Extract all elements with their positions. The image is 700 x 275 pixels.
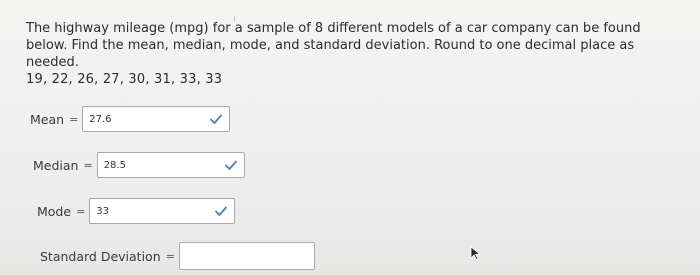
- mode-row: [37, 198, 235, 224]
- std-dev-equals: =: [165, 249, 175, 263]
- mean-input[interactable]: [82, 106, 230, 132]
- mode-input[interactable]: [89, 198, 235, 224]
- std-dev-label: Standard Deviation: [40, 248, 161, 264]
- mode-value: 33: [96, 205, 110, 217]
- median-label: Median: [33, 157, 79, 173]
- mean-row: [30, 106, 230, 132]
- checkmark-icon: [224, 158, 238, 172]
- mean-value: 27.6: [89, 113, 112, 125]
- std-dev-input[interactable]: [179, 242, 315, 270]
- mean-equals: =: [69, 112, 79, 126]
- question-text: The highway mileage (mpg) for a sample of 8 different models of a car company can be found below. Find the mean, median, mode, and standard deviation. Round to one decimal place as needed.: [26, 21, 641, 70]
- median-input[interactable]: [97, 152, 245, 178]
- dataset-values: 19, 22, 26, 27, 30, 31, 33, 33: [26, 72, 223, 87]
- checkmark-icon: [214, 204, 228, 218]
- mode-equals: =: [76, 204, 86, 218]
- median-value: 28.5: [103, 159, 126, 171]
- mouse-pointer-icon: [470, 246, 482, 260]
- median-row: [33, 152, 245, 178]
- std-dev-row: [40, 242, 315, 270]
- mean-label: Mean: [30, 111, 65, 127]
- checkmark-icon: [209, 112, 223, 126]
- median-equals: =: [83, 158, 93, 172]
- mode-label: Mode: [37, 203, 72, 219]
